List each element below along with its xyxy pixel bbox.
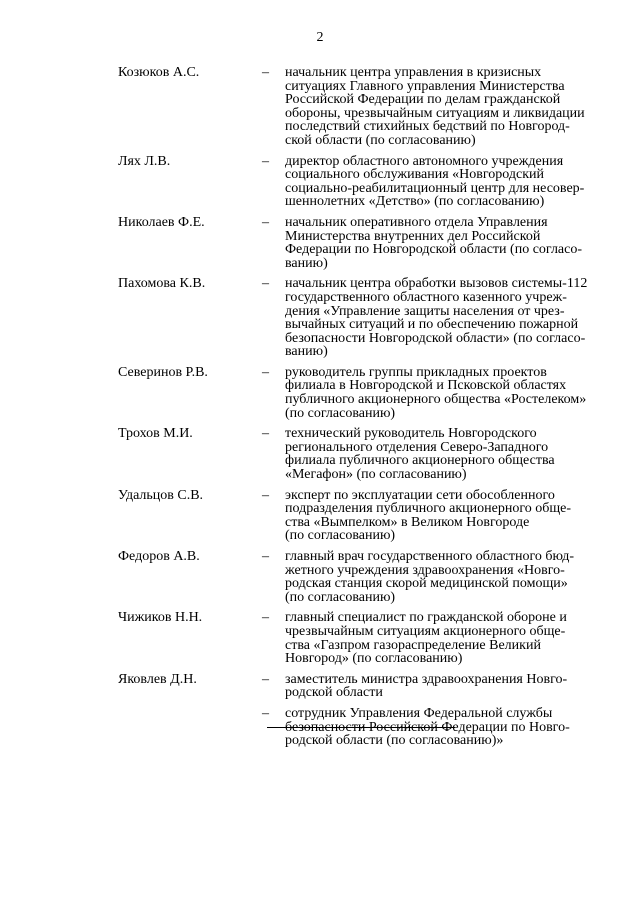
position-line: (по согласованию) (285, 528, 396, 544)
position-line: Федерации по Новгородской области (по согласо- (285, 242, 583, 258)
position-line: обороны, чрезвычайным ситуациям и ликвидации (285, 105, 585, 121)
dash: – (262, 549, 269, 564)
position-line: государственного областного казенного учреж- (285, 289, 567, 305)
position-line: ванию) (285, 255, 328, 271)
position-line: начальник оперативного отдела Управления (285, 214, 548, 230)
member-position (285, 611, 603, 665)
position-line: подразделения публичного акционерного обще- (285, 501, 572, 517)
member-position (285, 673, 603, 700)
dash: – (262, 705, 269, 721)
member-name: Яковлев Д.Н. (118, 671, 197, 687)
position-line: дения «Управление защиты населения от чрез- (285, 303, 565, 319)
position-line: Новгород» (по согласованию) (285, 651, 463, 667)
member-position (285, 66, 603, 148)
position-line: безопасности Новгородской области» (по согласо- (285, 330, 586, 346)
position-line: филиала в Новгородской и Псковской областях (285, 378, 567, 394)
position-line: эксперт по эксплуатации сети обособленного (285, 487, 555, 503)
member-name: Козюков А.С. (118, 65, 200, 80)
list-item (0, 216, 640, 270)
position-line: (по согласованию) (285, 589, 396, 605)
closing-rule (267, 727, 455, 728)
position-line: последствий стихийных бедствий по Новгород- (285, 119, 570, 135)
dash: – (262, 610, 269, 626)
dash: – (262, 65, 269, 80)
dash: – (262, 276, 269, 292)
position-line: ства «Газпром газораспределение Великий (285, 637, 541, 653)
dash: – (262, 487, 269, 503)
list-item (0, 277, 640, 359)
member-position (285, 216, 603, 270)
position-line: социально-реабилитационный центр для несовер- (285, 180, 585, 196)
list-item (0, 673, 640, 700)
position-line: родской области (по согласованию)» (285, 733, 504, 749)
position-line: (по согласованию) (285, 405, 396, 421)
position-line: сотрудник Управления Федеральной службы (285, 705, 553, 721)
member-name: Чижиков Н.Н. (118, 610, 203, 626)
dash: – (262, 214, 269, 230)
dash: – (262, 364, 269, 380)
position-line: руководитель группы прикладных проектов (285, 364, 547, 380)
position-line: родская станция скорой медицинской помощи» (285, 576, 568, 592)
position-line: родской области (285, 685, 383, 701)
position-line: ства «Вымпелком» в Великом Новгороде (285, 514, 530, 530)
member-name: Трохов М.И. (118, 426, 193, 442)
position-line: чрезвычайным ситуациям акционерного обще- (285, 623, 566, 639)
position-line: начальник центра обработки вызовов системы-112 (285, 276, 588, 292)
position-line: директор областного автономного учреждения (285, 153, 564, 169)
list-item (0, 366, 640, 420)
position-line: начальник центра управления в кризисных (285, 65, 542, 80)
position-line: вычайных ситуаций и по обеспечению пожарной (285, 317, 579, 333)
position-line: технический руководитель Новгородского (285, 426, 537, 442)
list-item (0, 427, 640, 481)
list-item (0, 611, 640, 665)
member-position (285, 277, 603, 359)
position-line: филиала публичного акционерного общества (285, 453, 555, 469)
position-line: публичного акционерного общества «Ростелеком» (285, 392, 587, 408)
list-item (0, 550, 640, 604)
position-line: регионального отделения Северо-Западного (285, 439, 549, 455)
member-name: Лях Л.В. (118, 153, 171, 169)
position-line: Министерства внутренних дел Российской (285, 228, 541, 244)
page-number: 2 (316, 30, 324, 45)
dash: – (262, 426, 269, 442)
member-position (285, 155, 603, 209)
position-line: шеннолетних «Детство» (по согласованию) (285, 194, 545, 210)
dash: – (262, 153, 269, 169)
member-position (285, 550, 603, 604)
list-item (0, 489, 640, 543)
member-name: Северинов Р.В. (118, 364, 208, 380)
position-line: «Мегафон» (по согласованию) (285, 467, 467, 483)
member-position (285, 366, 603, 420)
position-line: жетного учреждения здравоохранения «Новго- (285, 562, 565, 578)
position-line: ситуациях Главного управления Министерства (285, 78, 565, 94)
member-name: Удальцов С.В. (118, 487, 204, 503)
list-item (0, 155, 640, 209)
member-name: Николаев Ф.Е. (118, 214, 205, 230)
position-line: ской области (по согласованию) (285, 132, 476, 148)
position-line: социального обслуживания «Новгородский (285, 167, 544, 183)
member-name: Пахомова К.В. (118, 276, 206, 292)
position-line: заместитель министра здравоохранения Новго- (285, 671, 568, 687)
member-name: Федоров А.В. (118, 549, 200, 564)
position-line: ванию) (285, 344, 328, 360)
position-line: безопасности Российской Федерации по Новго- (285, 719, 570, 735)
position-line: Российской Федерации по делам гражданской (285, 92, 561, 108)
member-position (285, 427, 603, 481)
member-position (285, 489, 603, 543)
list-item (0, 66, 640, 148)
dash: – (262, 671, 269, 687)
position-line: главный врач государственного областного бюд- (285, 549, 575, 564)
member-list (0, 66, 640, 755)
position-line: главный специалист по гражданской обороне и (285, 610, 567, 626)
